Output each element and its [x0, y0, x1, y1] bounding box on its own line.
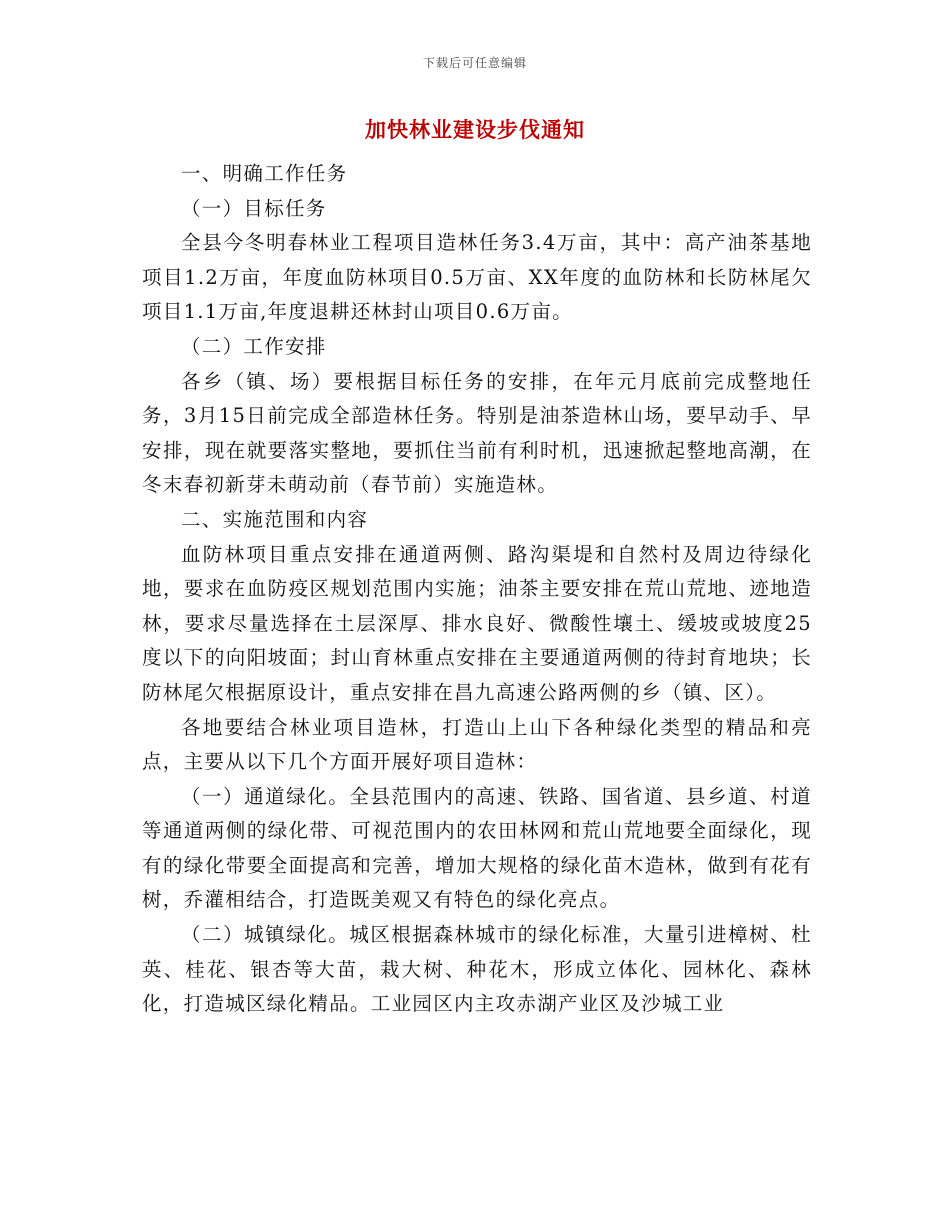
- document-title: 加快林业建设步伐通知: [365, 117, 585, 142]
- subheading-target-tasks: （一）目标任务: [181, 196, 327, 220]
- heading-section-1: 一、明确工作任务: [181, 162, 348, 185]
- heading-section-2: 二、实施范围和内容: [181, 507, 369, 531]
- paragraph-target-tasks: 全县今冬明春林业工程项目造林任务3.4万亩，其中：高产油茶基地项目1.2万亩，年度血防林项目0.5万亩、XX年度的血防林和长防林尾欠项目1.1万亩,年度退耕还林封山项目0.6万亩。: [142, 231, 812, 324]
- paragraph-corridor-greening: （一）通道绿化。全县范围内的高速、铁路、国省道、县乡道、村道等通道两侧的绿化带、可视范围内的农田林网和荒山荒地要全面绿化，现有的绿化带要全面提高和完善，增加大规格的绿化苗木造林，做到有花有树，乔灌相结合，打造既美观又有特色的绿化亮点。: [142, 784, 812, 912]
- subheading-work-arrangement: （二）工作安排: [181, 334, 327, 358]
- paragraph-work-arrangement: 各乡（镇、场）要根据目标任务的安排，在年元月底前完成整地任务，3月15日前完成全部造林任务。特别是油茶造林山场，要早动手、早安排，现在就要落实整地，要抓住当前有利时机，迅速掀起整地高潮，在冬末春初新芽未萌动前（春节前）实施造林。: [142, 369, 812, 497]
- paragraph-urban-greening: （二）城镇绿化。城区根据森林城市的绿化标准，大量引进樟树、杜英、桂花、银杏等大苗，栽大树、种花木，形成立体化、园林化、森林化，打造城区绿化精品。工业园区内主攻赤湖产业区及沙城工业: [142, 923, 812, 1016]
- paragraph-highlights: 各地要结合林业项目造林，打造山上山下各种绿化类型的精品和亮点，主要从以下几个方面开展好项目造林：: [142, 715, 812, 774]
- document-body: [142, 157, 812, 1022]
- paragraph-scope: 血防林项目重点安排在通道两侧、路沟渠堤和自然村及周边待绿化地，要求在血防疫区规划范围内实施；油茶主要安排在荒山荒地、迹地造林，要求尽量选择在土层深厚、排水良好、微酸性壤土、缓坡或坡度25度以下的向阳坡面；封山育林重点安排在主要通道两侧的待封育地块；长防林尾欠根据原设计，重点安排在昌九高速公路两侧的乡（镇、区）。: [142, 542, 812, 704]
- header-note: 下载后可任意编辑: [422, 56, 527, 70]
